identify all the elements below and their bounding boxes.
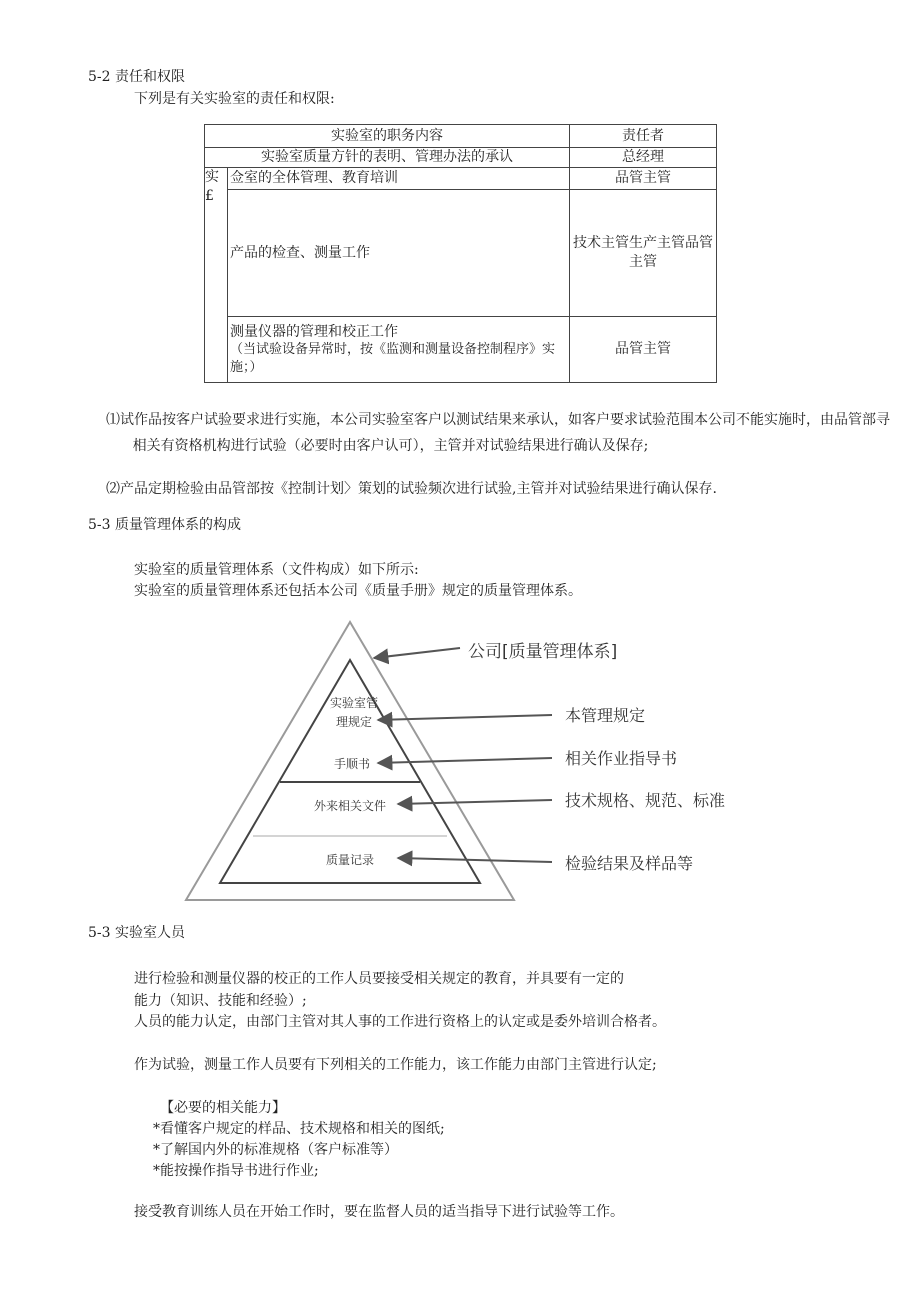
table-row-owner: 总经理 <box>570 148 717 168</box>
table-header-owner: 责任者 <box>570 125 717 148</box>
table-row-owner: 品管主管 <box>570 317 717 383</box>
pyramid-label: 检验结果及样品等 <box>565 854 694 873</box>
table-row-duty: 测量仪器的管理和校正工作 <box>230 323 398 340</box>
table-row-duty: 实验室质量方针的表明、管理办法的承认 <box>205 148 570 168</box>
pyramid-level: 实验室管 <box>329 696 379 710</box>
table-row-duty: 产品的检查、测量工作 <box>228 190 570 317</box>
arrow-icon <box>374 648 460 658</box>
pyramid-level: 质量记录 <box>325 853 375 867</box>
pyramid-label: 公司[质量管理体系] <box>468 642 618 662</box>
table-header-duty: 实验室的职务内容 <box>205 125 570 148</box>
table-row-prefix: 实£ <box>205 168 228 383</box>
arrow-icon <box>378 715 552 720</box>
personnel-paragraph: 作为试验，测量工作人员要有下列相关的工作能力，该工作能力由部门主管进行认定; <box>134 1057 657 1073</box>
section-title-5-2: 5-2 责任和权限 <box>88 69 185 85</box>
arrow-icon <box>398 800 552 804</box>
pyramid-label: 本管理规定 <box>565 706 646 725</box>
table-row-owner: 品管主管 <box>570 168 717 190</box>
structure-line-2: 实验室的质量管理体系还包括本公司《质量手册》规定的质量管理体系。 <box>134 583 582 599</box>
section-title-5-3: 5-3 质量管理体系的构成 <box>88 517 241 533</box>
section-title-personnel: 5-3 实验室人员 <box>88 925 185 941</box>
structure-line-1: 实验室的质量管理体系（文件构成）如下所示: <box>134 562 419 578</box>
paragraph-trial-products: ⑴试作品按客户试验要求进行实施，本公司实验室客户以测试结果来承认，如客户要求试验范围本公司不能实施时，由品管部寻相关有资格机构进行试验（必要时由客户认可），主管并对试验结果进行确认及保存; <box>106 412 890 454</box>
personnel-paragraph: 人员的能力认定，由部门主管对其人事的工作进行资格上的认定或是委外培训合格者。 <box>134 1014 666 1030</box>
ability-title: 【必要的相关能力】 <box>160 1100 286 1116</box>
ability-item: *了解国内外的标准规格（客户标准等） <box>153 1142 398 1158</box>
table-row-note: （当试验设备异常时，按《监测和测量设备控制程序》实施；） <box>230 341 556 375</box>
arrow-icon <box>378 758 552 763</box>
table-row-duty: 佥室的全体管理、教育培训 <box>228 168 570 190</box>
personnel-paragraph: 能力（知识、技能和经验）; <box>134 993 307 1009</box>
personnel-paragraph: 接受教育训练人员在开始工作时，要在监督人员的适当指导下进行试验等工作。 <box>134 1204 624 1220</box>
pyramid-inner <box>220 660 480 883</box>
pyramid-level: 理规定 <box>335 715 373 729</box>
table-row-owner: 技术主管生产主管品管主管 <box>570 190 717 317</box>
pyramid-label: 相关作业指导书 <box>565 749 678 768</box>
ability-item: *能按操作指导书进行作业; <box>153 1163 319 1179</box>
section-intro: 下列是有关实验室的责任和权限: <box>134 91 335 107</box>
arrow-icon <box>398 858 552 862</box>
pyramid-level: 外来相关文件 <box>313 799 387 813</box>
paragraph-periodic-inspection: ⑵产品定期检验由品管部按《控制计划〉策划的试验频次进行试验,主管并对试验结果进行确认保存. <box>106 481 717 497</box>
pyramid-label: 技术规格、规范、标准 <box>565 791 726 810</box>
pyramid-level: 手顺书 <box>333 757 371 771</box>
personnel-paragraph: 进行检验和测量仪器的校正的工作人员要接受相关规定的教育，并具要有一定的 <box>134 971 624 987</box>
ability-item: *看懂客户规定的样品、技术规格和相关的图纸; <box>153 1121 445 1137</box>
